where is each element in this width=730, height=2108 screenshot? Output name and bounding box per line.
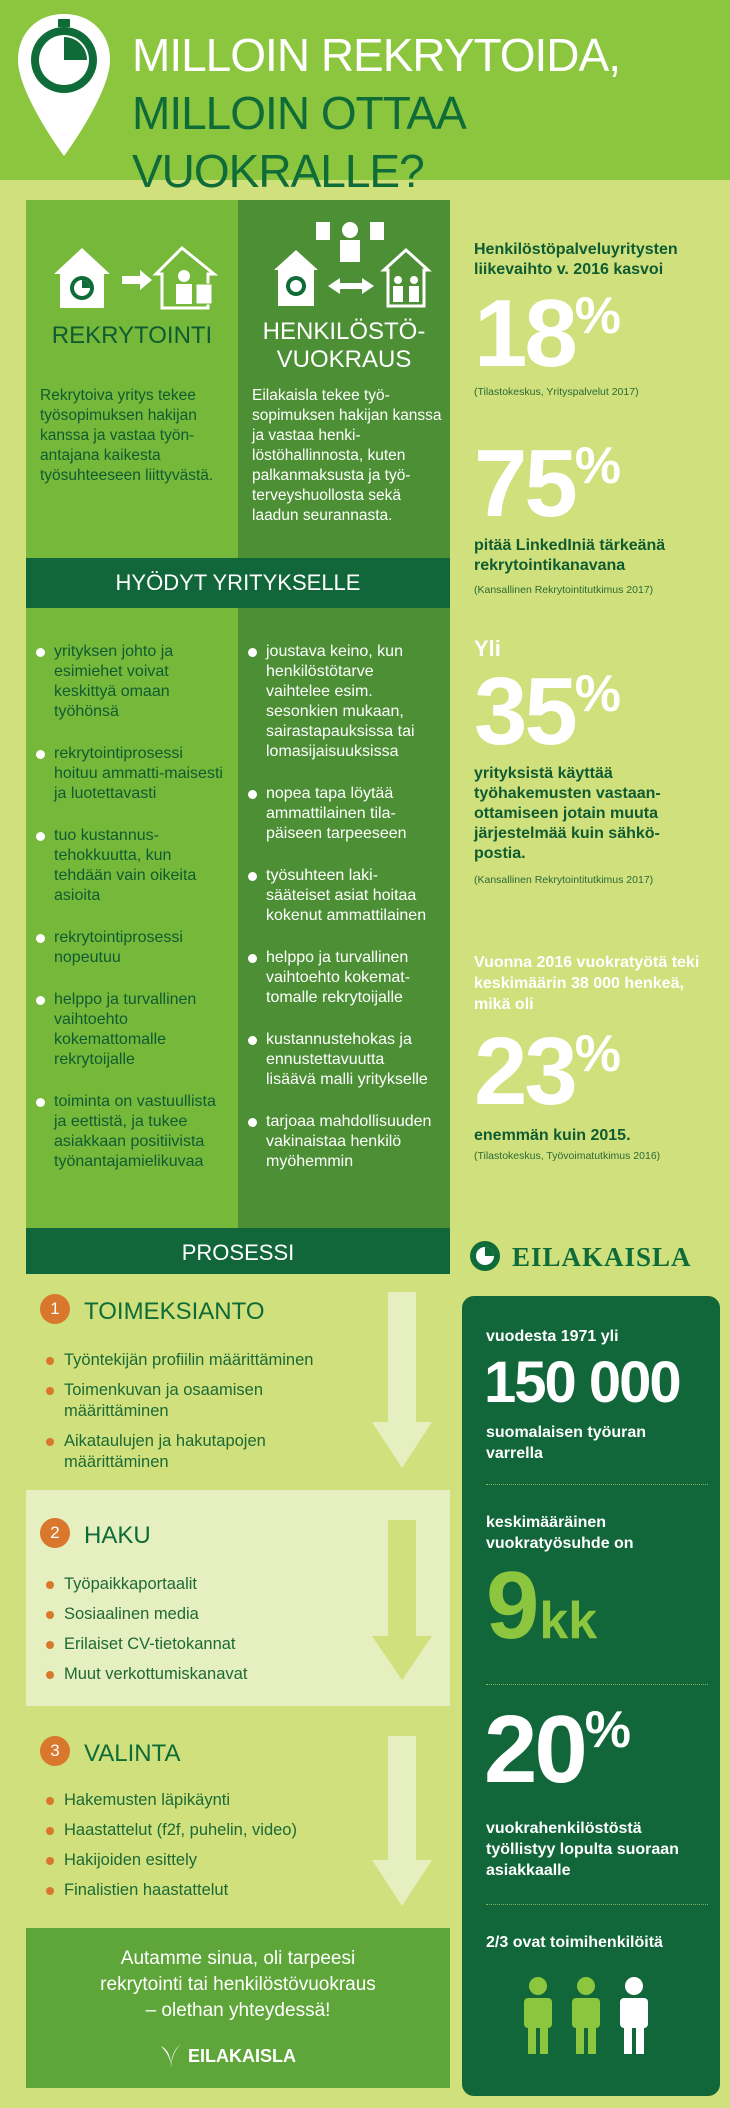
- stat1-unit: %: [574, 287, 622, 345]
- footer-logo-text: EILAKAISLA: [188, 2046, 296, 2066]
- step-item: Sosiaalinen media: [44, 1604, 344, 1625]
- benefits-leasing-list: [238, 608, 450, 1228]
- step-number-badge: 1: [40, 1294, 70, 1324]
- footer-logo: [160, 2042, 320, 2072]
- stat2-source: (Kansallinen Rekrytointitutkimus 2017): [474, 584, 654, 596]
- stat3-unit: %: [574, 665, 622, 723]
- stat2-unit: %: [574, 437, 622, 495]
- fact1-pre: vuodesta 1971 yli: [486, 1328, 619, 1345]
- rekrytointi-text: Rekrytoiva yritys tekee työsopimuksen hakijan kanssa ja vastaa työn-antajana kaikesta työsuhteeseen liittyvästä.: [40, 387, 214, 484]
- stat2-value: [474, 430, 622, 537]
- vuokraus-title: [238, 318, 450, 374]
- stat4-label: Vuonna 2016 vuokratyötä teki keskimäärin 38 000 henkeä, mikä oli: [474, 954, 700, 1013]
- stat3-value: [474, 658, 622, 765]
- stat1-number: 18: [474, 280, 575, 387]
- step-title: HAKU: [84, 1522, 151, 1549]
- benefit-right-item: kustannustehokas ja ennustettavuutta lisäävä malli yritykselle: [246, 1030, 438, 1090]
- people-icon: [518, 1976, 678, 2056]
- stat4-number: 23: [474, 1018, 575, 1125]
- step-item: Finalistien haastattelut: [44, 1880, 344, 1901]
- stat4-source: (Tilastokeskus, Työvoimatutkimus 2016): [474, 1150, 661, 1162]
- contact-line1: Autamme sinua, oli tarpeesi: [120, 1948, 356, 1969]
- vuokraus-title-line2: VUOKRAUS: [276, 346, 412, 373]
- benefit-left-item: tuo kustannus-tehokkuutta, kun tehdään vain oikeita asioita: [34, 826, 224, 906]
- house-to-person-icon: [52, 244, 222, 314]
- rekrytointi-panel: [26, 200, 238, 560]
- step-title: TOIMEKSIANTO: [84, 1298, 265, 1325]
- benefit-right-item: nopea tapa löytää ammattilainen tila-päiseen tarpeeseen: [246, 784, 438, 844]
- title-line2: MILLOIN OTTAA VUOKRALLE?: [132, 87, 464, 197]
- benefit-left-item: yrityksen johto ja esimiehet voivat keskittyä omaan työhönsä: [34, 642, 224, 722]
- step-number-badge: 3: [40, 1736, 70, 1766]
- stat1-label: Henkilöstöpalveluyritysten liikevaihto v. 2016 kasvoi: [474, 241, 678, 278]
- benefit-left-item: rekrytointiprosessi nopeutuu: [34, 928, 224, 968]
- step-item: Muut verkottumiskanavat: [44, 1664, 344, 1685]
- stat3-prefix: Yli: [474, 636, 501, 661]
- divider: [486, 1904, 708, 1905]
- stat3-source: (Kansallinen Rekrytointitutkimus 2017): [474, 874, 654, 886]
- benefit-left-item: toiminta on vastuullista ja eettistä, ja tukee asiakkaan positiivista työnantajamielikuvaa: [34, 1092, 224, 1172]
- contact-line2: rekrytointi tai henkilöstövuokraus: [100, 1974, 376, 1995]
- process-step-1: [26, 1274, 450, 1490]
- down-arrow-icon: [372, 1736, 432, 1906]
- reed-logo-icon: [160, 2044, 182, 2068]
- stat2-number: 75: [474, 430, 575, 537]
- stat3-number: 35: [474, 658, 575, 765]
- step-number-badge: 2: [40, 1518, 70, 1548]
- fact3-post: vuokrahenkilöstöstä työllistyy lopulta suoraan asiakkaalle: [486, 1820, 679, 1879]
- stat3-label: yrityksistä käyttää työhakemusten vastaan-ottamiseen jotain muuta järjestelmää kuin sähkö-postia.: [474, 765, 661, 862]
- brand-logo: [464, 1234, 724, 1274]
- step-item: Hakemusten läpikäynti: [44, 1790, 344, 1811]
- benefits-title: HYÖDYT YRITYKSELLE: [115, 570, 361, 595]
- fact3-number: 20: [484, 1696, 585, 1803]
- benefit-right-item: tarjoaa mahdollisuuden vakinaistaa henkilö myöhemmin: [246, 1112, 438, 1172]
- benefit-right-item: helppo ja turvallinen vaihtoehto kokemat-tomalle rekrytoijalle: [246, 948, 438, 1008]
- contact-text: [26, 1946, 450, 2024]
- stat4-value: [474, 1018, 622, 1125]
- step-item: Haastattelut (f2f, puhelin, video): [44, 1820, 344, 1841]
- step-item: Työpaikkaportaalit: [44, 1574, 344, 1595]
- clock-pin-icon: [14, 10, 114, 160]
- benefits-recruitment-list: [26, 608, 238, 1228]
- step-item: Aikataulujen ja hakutapojen määrittäminen: [44, 1431, 344, 1473]
- rekrytointi-title: REKRYTOINTI: [51, 322, 213, 349]
- step-item: Toimenkuvan ja osaamisen määrittäminen: [44, 1380, 344, 1422]
- stat1-value: [474, 280, 622, 387]
- down-arrow-icon: [372, 1292, 432, 1468]
- stat4-label2: enemmän kuin 2015.: [474, 1127, 631, 1144]
- page-title: [132, 26, 712, 200]
- contact-line3: – olethan yhteydessä!: [145, 2000, 331, 2021]
- process-step-2: [26, 1490, 450, 1706]
- benefit-right-item: joustava keino, kun henkilöstötarve vaihtelee esim. sesonkien mukaan, sairastapauksissa tai lomasijaisuuksissa: [246, 642, 438, 762]
- benefit-right-item: työsuhteen laki-sääteiset asiat hoitaa kokenut ammattilainen: [246, 866, 438, 926]
- step-item: Työntekijän profiilin määrittäminen: [44, 1350, 344, 1371]
- stat1-source: (Tilastokeskus, Yrityspalvelut 2017): [474, 386, 639, 398]
- stat2-label: pitää LinkedIniä tärkeänä rekrytointikanavana: [474, 537, 666, 574]
- leasing-cycle-icon: [266, 216, 436, 316]
- fact3-value: [484, 1696, 632, 1803]
- fact2-unit: kk: [539, 1592, 598, 1650]
- fact1-post: suomalaisen työuran varrella: [486, 1424, 647, 1462]
- vuokraus-panel: [238, 200, 450, 560]
- leaf-clock-logo-icon: [468, 1238, 502, 1272]
- stat4-unit: %: [574, 1025, 622, 1083]
- process-title: PROSESSI: [181, 1240, 295, 1265]
- process-step-3: [26, 1706, 450, 1928]
- step-item: Erilaiset CV-tietokannat: [44, 1634, 344, 1655]
- divider: [486, 1684, 708, 1685]
- title-line1: MILLOIN REKRYTOIDA,: [132, 29, 620, 81]
- step-title: VALINTA: [84, 1740, 181, 1767]
- vuokraus-text: Eilakaisla tekee työ-sopimuksen hakijan kanssa ja vastaa henki-löstöhallinnosta, kuten palkanmaksusta ja työ-terveyshuollosta sekä laadun seurannasta.: [252, 387, 442, 524]
- benefit-left-item: helppo ja turvallinen vaihtoehto kokemattomalle rekrytoijalle: [34, 990, 224, 1070]
- fact3-unit: %: [584, 1701, 632, 1759]
- brand-logo-text: EILAKAISLA: [512, 1242, 692, 1272]
- vuokraus-title-line1: HENKILÖSTÖ-: [262, 318, 426, 345]
- fact4-text: 2/3 ovat toimihenkilöitä: [486, 1934, 663, 1951]
- step-item: Hakijoiden esittely: [44, 1850, 344, 1871]
- down-arrow-icon: [372, 1520, 432, 1680]
- fact2-pre: keskimääräinen vuokratyösuhde on: [486, 1514, 634, 1552]
- benefit-left-item: rekrytointiprosessi hoituu ammatti-maisesti ja luotettavasti: [34, 744, 224, 804]
- fact2-number: 9: [486, 1552, 540, 1659]
- divider: [486, 1484, 708, 1485]
- fact2-value: [486, 1552, 598, 1684]
- fact1-value: 150 000: [484, 1350, 680, 1415]
